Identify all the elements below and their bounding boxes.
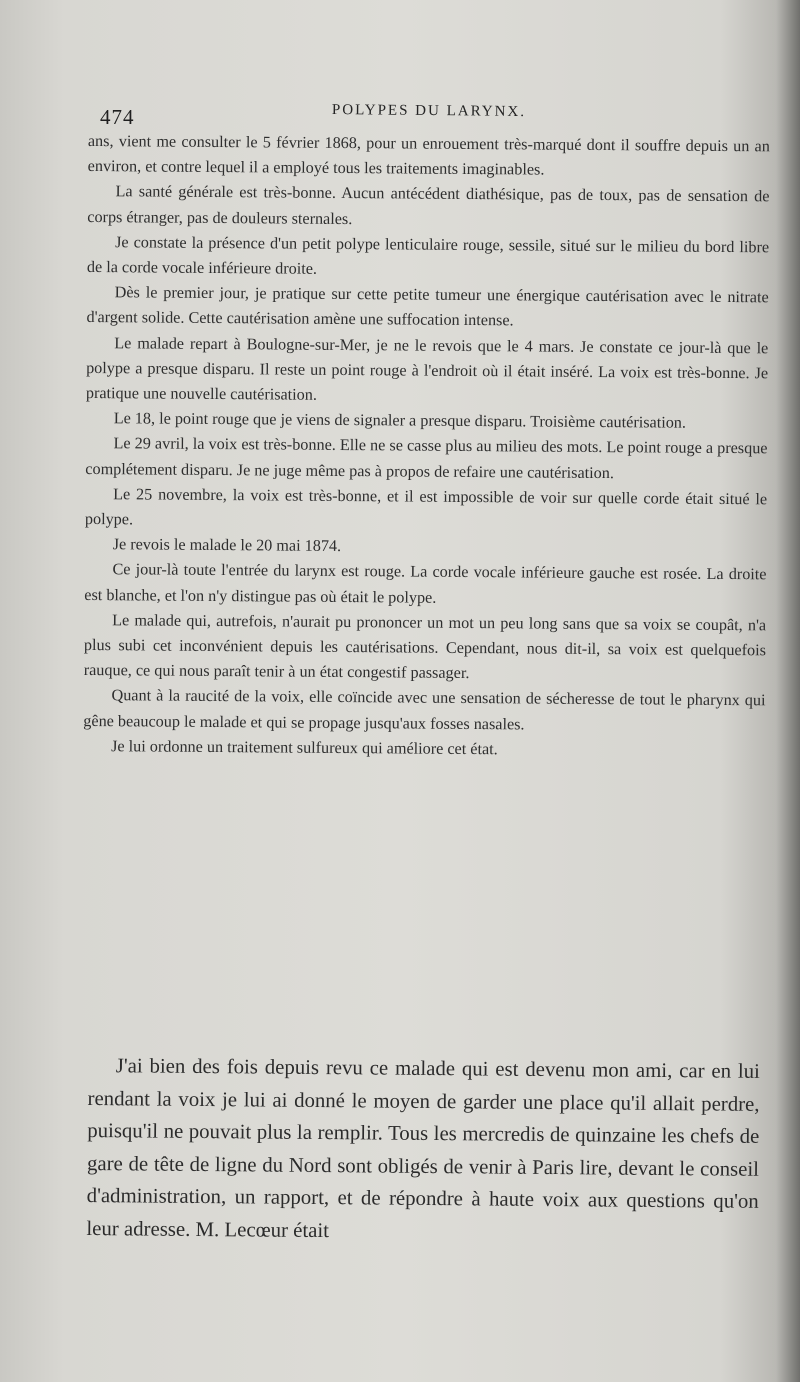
case-paragraph: Le malade qui, autrefois, n'aurait pu prononcer un mot un peu long sans que sa voix se coupât, n'a plus subi cet inconvénient depuis les cautérisations. Cependant, nous dit-il, sa voix est quelquefois rauque, ce qui nous paraît tenir à un état congestif passager. <box>83 611 767 683</box>
book-page <box>83 95 770 1243</box>
main-paragraph: J'ai bien des fois depuis revu ce malade qui est devenu mon ami, car en lui rendant la voix je lui ai donné le moyen de garder une place qu'il allait perdre, puisqu'il ne pouvait plus la remplir. Tous les mercredis de quinzaine les chefs de gare de tête de ligne du Nord sont obligés de venir à Paris lire, devant le conseil d'administration, un rapport, et de répondre à haute voix aux questions qu'on leur adresse. M. Lecœur était <box>86 1054 760 1243</box>
case-paragraph: Ce jour-là toute l'entrée du larynx est rouge. La corde vocale inférieure gauche est rosée. La droite est blanche, et l'on n'y distingue pas où était le polype. <box>84 560 767 607</box>
case-paragraph: Le 25 novembre, la voix est très-bonne, et il est impossible de voir sur quelle corde était situé le polype. <box>84 485 768 529</box>
case-paragraph: Le 29 avril, la voix est très-bonne. Elle ne se casse plus au milieu des mots. Le point rouge a presque complétement disparu. Je ne juge même pas à propos de refaire une cautérisation. <box>85 434 768 482</box>
case-paragraph: Le 18, le point rouge que je viens de signaler a presque disparu. Troisième cautérisation. <box>113 409 687 432</box>
main-body-text <box>86 1050 760 1251</box>
running-head <box>88 95 770 129</box>
case-report-text <box>83 129 770 764</box>
case-paragraph: Quant à la raucité de la voix, elle coïncide avec une sensation de sécheresse de tout le pharynx qui gêne beaucoup le malade et qui se propage jusqu'aux fosses nasales. <box>83 686 766 734</box>
running-title: POLYPES DU LARYNX. <box>331 101 527 121</box>
case-paragraph: Dès le premier jour, je pratique sur cette petite tumeur une énergique cautérisation avec le nitrate d'argent solide. Cette cautérisation amène une suffocation intense. <box>86 283 769 330</box>
case-paragraph: Je revois le malade le 20 mai 1874. <box>112 535 342 556</box>
case-paragraph: ans, vient me consulter le 5 février 1868, pour un enrouement très-marqué dont il souffre depuis un an environ, et contre lequel il a employé tous les traitements imaginables. <box>87 131 770 179</box>
case-paragraph: Je constate la présence d'un petit polype lenticulaire rouge, sessile, situé sur le milieu du bord libre de la corde vocale inférieure droite. <box>86 233 770 278</box>
case-paragraph: Je lui ordonne un traitement sulfureux qui améliore cet état. <box>111 737 498 759</box>
page-number: 474 <box>100 105 135 129</box>
case-paragraph: Le malade repart à Boulogne-sur-Mer, je ne le revois que le 4 mars. Je constate ce jour-là que le polype a presque disparu. Il reste un point rouge à l'endroit où il était inséré. La voix est très-bonne. Je pratique une nouvelle cautérisation. <box>85 333 769 404</box>
case-paragraph: La santé générale est très-bonne. Aucun antécédent diathésique, pas de toux, pas de sensation de corps étranger, pas de douleurs sternales. <box>87 182 770 228</box>
